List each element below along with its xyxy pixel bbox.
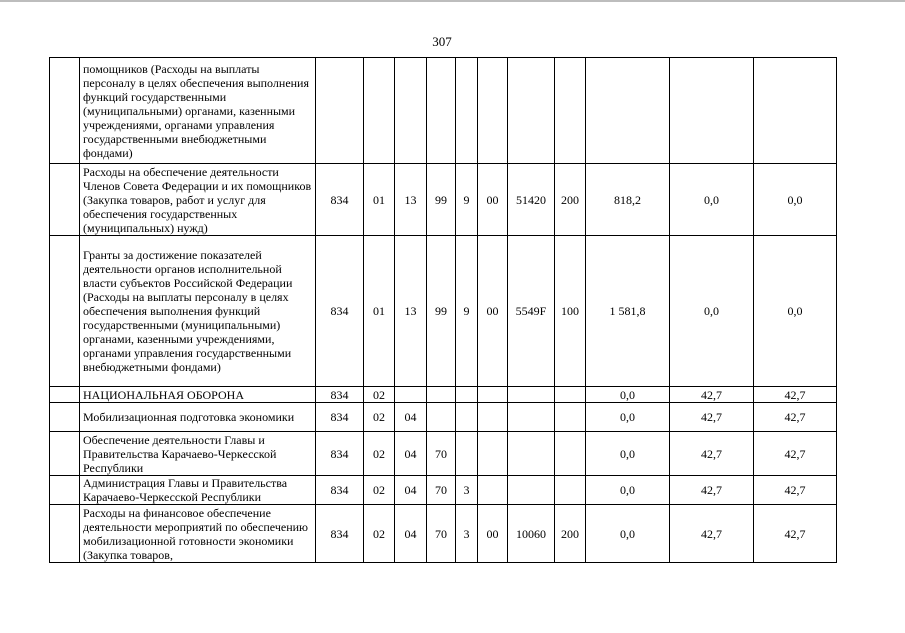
expense-cell <box>508 476 555 505</box>
program-cell: 70 <box>427 432 456 476</box>
subprogram-cell: 9 <box>456 164 478 236</box>
code-cell: 834 <box>316 387 364 403</box>
table-body <box>50 58 837 563</box>
expense-cell <box>508 387 555 403</box>
program-cell: 99 <box>427 236 456 387</box>
code-cell: 834 <box>316 505 364 563</box>
amount-2024-cell: 0,0 <box>586 505 670 563</box>
code-cell: 834 <box>316 236 364 387</box>
program-cell <box>427 403 456 432</box>
row-name-cell: Расходы на финансовое обеспечение деятельности мероприятий по обеспечению мобилизационной готовности экономики (Закупка товаров, <box>80 505 316 563</box>
subsection-cell: 04 <box>395 505 427 563</box>
code-cell: 834 <box>316 476 364 505</box>
section-cell: 01 <box>364 164 395 236</box>
direction-cell: 00 <box>478 164 508 236</box>
subprogram-cell <box>456 58 478 164</box>
code-cell <box>316 58 364 164</box>
direction-cell <box>478 387 508 403</box>
subsection-cell: 04 <box>395 432 427 476</box>
subsection-cell: 13 <box>395 236 427 387</box>
expense-cell <box>508 403 555 432</box>
amount-2025-cell: 0,0 <box>670 236 754 387</box>
program-cell <box>427 58 456 164</box>
direction-cell <box>478 432 508 476</box>
subprogram-cell <box>456 403 478 432</box>
amount-2025-cell <box>670 58 754 164</box>
amount-2026-cell: 42,7 <box>754 403 837 432</box>
subsection-cell: 04 <box>395 476 427 505</box>
row-name-cell: помощников (Расходы на выплаты персоналу в целях обеспечения выполнения функций государственными (муниципальными) органами, казенными учреждениями, органами управления государственными внебюджетными фондами) <box>80 58 316 164</box>
expense-cell: 5549F <box>508 236 555 387</box>
direction-cell <box>478 58 508 164</box>
row-name-cell: Мобилизационная подготовка экономики <box>80 403 316 432</box>
subsection-cell <box>395 387 427 403</box>
table-row <box>50 403 837 432</box>
type-cell: 200 <box>555 164 586 236</box>
subprogram-cell: 9 <box>456 236 478 387</box>
amount-2026-cell: 42,7 <box>754 476 837 505</box>
amount-2026-cell: 42,7 <box>754 505 837 563</box>
table-row <box>50 164 837 236</box>
table-row <box>50 476 837 505</box>
type-cell <box>555 432 586 476</box>
amount-2025-cell: 42,7 <box>670 387 754 403</box>
margin-cell <box>50 387 80 403</box>
subsection-cell: 04 <box>395 403 427 432</box>
direction-cell <box>478 403 508 432</box>
row-name-cell: Администрация Главы и Правительства Карачаево-Черкесской Республики <box>80 476 316 505</box>
amount-2024-cell: 0,0 <box>586 403 670 432</box>
amount-2024-cell: 818,2 <box>586 164 670 236</box>
amount-2024-cell: 0,0 <box>586 432 670 476</box>
amount-2025-cell: 42,7 <box>670 505 754 563</box>
amount-2026-cell <box>754 58 837 164</box>
direction-cell <box>478 476 508 505</box>
amount-2025-cell: 0,0 <box>670 164 754 236</box>
amount-2026-cell: 0,0 <box>754 236 837 387</box>
expense-cell <box>508 58 555 164</box>
margin-cell <box>50 432 80 476</box>
amount-2025-cell: 42,7 <box>670 432 754 476</box>
type-cell <box>555 58 586 164</box>
amount-2024-cell: 0,0 <box>586 476 670 505</box>
expense-cell: 51420 <box>508 164 555 236</box>
expense-cell <box>508 432 555 476</box>
subprogram-cell <box>456 432 478 476</box>
table-row <box>50 236 837 387</box>
amount-2024-cell <box>586 58 670 164</box>
top-border-line <box>0 0 905 2</box>
program-cell: 70 <box>427 476 456 505</box>
direction-cell: 00 <box>478 505 508 563</box>
amount-2025-cell: 42,7 <box>670 476 754 505</box>
code-cell: 834 <box>316 164 364 236</box>
subprogram-cell: 3 <box>456 476 478 505</box>
amount-2026-cell: 42,7 <box>754 432 837 476</box>
type-cell <box>555 403 586 432</box>
code-cell: 834 <box>316 403 364 432</box>
section-cell: 02 <box>364 432 395 476</box>
table-row <box>50 505 837 563</box>
amount-2026-cell: 42,7 <box>754 387 837 403</box>
budget-table <box>49 57 837 563</box>
section-cell: 02 <box>364 403 395 432</box>
section-cell: 02 <box>364 476 395 505</box>
type-cell: 200 <box>555 505 586 563</box>
margin-cell <box>50 505 80 563</box>
row-name-cell: Расходы на обеспечение деятельности Членов Совета Федерации и их помощников (Закупка товаров, работ и услуг для обеспечения государственных (муниципальных) нужд) <box>80 164 316 236</box>
row-name-cell: Гранты за достижение показателей деятельности органов исполнительной власти субъектов Российской Федерации (Расходы на выплаты персоналу в целях обеспечения выполнения функций государственными (муниципальными) органами, казенными учреждениями, органами управления государственными внебюджетными фондами) <box>80 236 316 387</box>
margin-cell <box>50 58 80 164</box>
amount-2026-cell: 0,0 <box>754 164 837 236</box>
code-cell: 834 <box>316 432 364 476</box>
amount-2024-cell: 0,0 <box>586 387 670 403</box>
subsection-cell: 13 <box>395 164 427 236</box>
type-cell <box>555 387 586 403</box>
amount-2024-cell: 1 581,8 <box>586 236 670 387</box>
subsection-cell <box>395 58 427 164</box>
direction-cell: 00 <box>478 236 508 387</box>
expense-cell: 10060 <box>508 505 555 563</box>
table-row <box>50 58 837 164</box>
table-row <box>50 432 837 476</box>
margin-cell <box>50 476 80 505</box>
program-cell: 99 <box>427 164 456 236</box>
margin-cell <box>50 403 80 432</box>
subprogram-cell: 3 <box>456 505 478 563</box>
row-name-cell: НАЦИОНАЛЬНАЯ ОБОРОНА <box>80 387 316 403</box>
table-row <box>50 387 837 403</box>
program-cell <box>427 387 456 403</box>
section-cell: 02 <box>364 387 395 403</box>
section-cell <box>364 58 395 164</box>
margin-cell <box>50 164 80 236</box>
amount-2025-cell: 42,7 <box>670 403 754 432</box>
row-name-cell: Обеспечение деятельности Главы и Правительства Карачаево-Черкесской Республики <box>80 432 316 476</box>
subprogram-cell <box>456 387 478 403</box>
margin-cell <box>50 236 80 387</box>
program-cell: 70 <box>427 505 456 563</box>
section-cell: 02 <box>364 505 395 563</box>
section-cell: 01 <box>364 236 395 387</box>
type-cell: 100 <box>555 236 586 387</box>
page-number: 307 <box>432 34 452 49</box>
type-cell <box>555 476 586 505</box>
